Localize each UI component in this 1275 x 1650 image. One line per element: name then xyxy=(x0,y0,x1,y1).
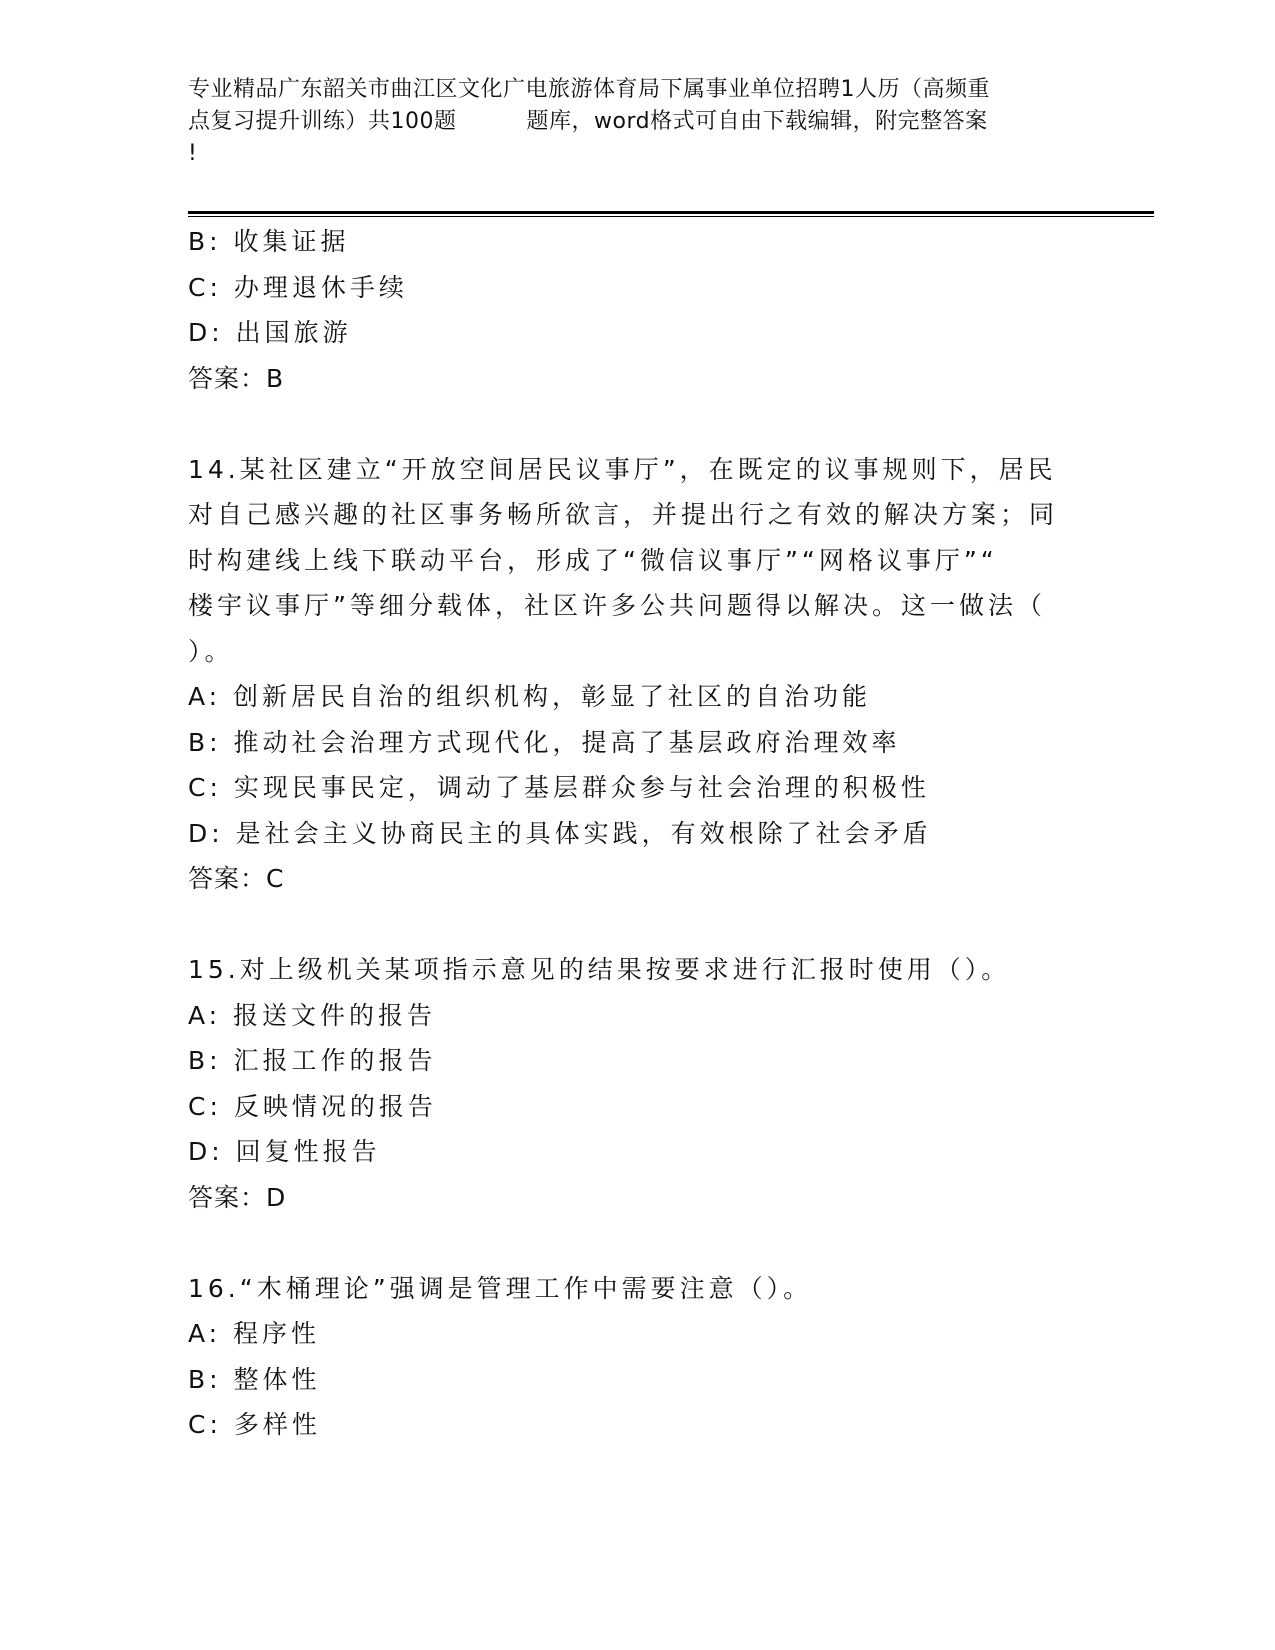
header-line-1: 专业精品广东韶关市曲江区文化广电旅游体育局下属事业单位招聘1人历（高频重 xyxy=(188,77,990,102)
header-line-2 xyxy=(188,106,1088,138)
question-13-tail xyxy=(188,219,1108,401)
stem-line: ）。 xyxy=(188,636,234,666)
option-c: C: 反映情况的报告 xyxy=(188,1091,437,1121)
question-stem: 15.对上级机关某项指示意见的结果按要求进行汇报时使用（）。 xyxy=(188,955,1011,984)
option-d: D: 回复性报告 xyxy=(188,1137,381,1166)
option-b: B: 整体性 xyxy=(188,1364,321,1394)
option-d: D: 是社会主义协商民主的具体实践，有效根除了社会矛盾 xyxy=(188,818,932,848)
question-stem xyxy=(188,447,1108,675)
question-15 xyxy=(188,947,1108,1220)
header-line-3: ! xyxy=(188,141,198,166)
header-line-2a: 点复习提升训练）共100题 xyxy=(188,109,457,134)
option-d: D: 出国旅游 xyxy=(188,318,352,347)
option-b: B: 收集证据 xyxy=(188,227,350,256)
option-a: A: 创新居民自治的组织机构，彰显了社区的自治功能 xyxy=(188,682,872,711)
header-divider-thick xyxy=(188,211,1154,214)
option-c: C: 实现民事民定，调动了基层群众参与社会治理的积极性 xyxy=(188,773,930,802)
answer: 答案：C xyxy=(188,864,285,893)
header-line-2b: 题库，word格式可自由下载编辑，附完整答案 xyxy=(526,109,988,134)
question-stem: 16.“木桶理论”强调是管理工作中需要注意（）。 xyxy=(188,1273,813,1303)
document-header xyxy=(188,74,1088,170)
stem-line: 时构建线上线下联动平台，形成了“微信议事厅”“网格议事厅”“ xyxy=(188,545,998,575)
option-a: A: 报送文件的报告 xyxy=(188,1000,437,1030)
stem-line: 楼宇议事厅”等细分载体，社区许多公共问题得以解决。这一做法（ xyxy=(188,591,1046,620)
stem-line: 对自己感兴趣的社区事务畅所欲言，并提出行之有效的解决方案；同 xyxy=(188,500,1059,529)
stem-line: 14.某社区建立“开放空间居民议事厅”，在既定的议事规则下，居民 xyxy=(188,454,1057,484)
header-divider-thin xyxy=(188,216,1154,217)
option-a: A: 程序性 xyxy=(188,1319,321,1348)
option-c: C: 多样性 xyxy=(188,1410,321,1439)
question-content xyxy=(188,219,1108,1448)
option-b: B: 汇报工作的报告 xyxy=(188,1046,437,1075)
question-14 xyxy=(188,447,1108,902)
answer: 答案：B xyxy=(188,363,285,393)
option-b: B: 推动社会治理方式现代化，提高了基层政府治理效率 xyxy=(188,727,901,757)
question-16 xyxy=(188,1266,1108,1448)
answer: 答案：D xyxy=(188,1182,287,1212)
option-c: C: 办理退休手续 xyxy=(188,272,408,302)
